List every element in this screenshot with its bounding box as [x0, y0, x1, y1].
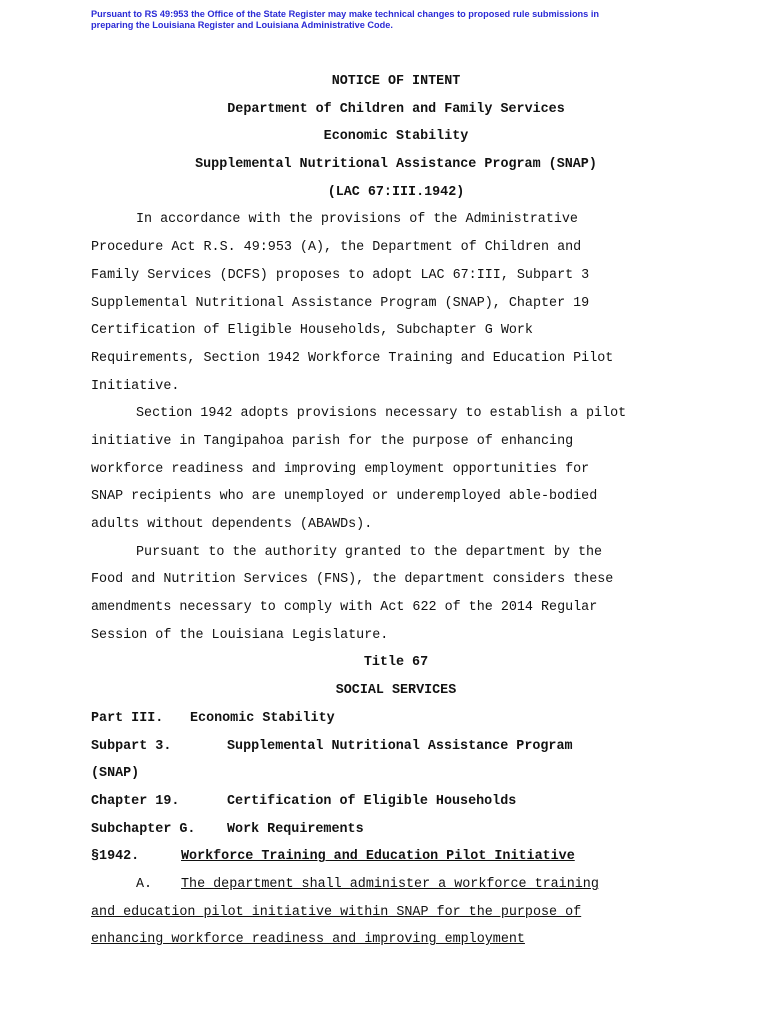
subchapter-label: Subchapter G. [91, 821, 196, 837]
section-text-line: enhancing workforce readiness and improving employment [91, 932, 525, 948]
subpart-label: Subpart 3. [91, 738, 172, 754]
section-label: §1942. [91, 849, 140, 865]
paragraph-1-line: Initiative. [91, 378, 180, 394]
section-text-line [91, 871, 701, 899]
subchapter-name: Work Requirements [227, 821, 364, 837]
part-label: Part III. [91, 710, 164, 726]
citation-heading: (LAC 67:III.1942) [327, 184, 465, 200]
division-heading: Economic Stability [323, 129, 469, 145]
paragraph-1-line: Supplemental Nutritional Assistance Program (SNAP), Chapter 19 [91, 295, 590, 311]
department-heading: Department of Children and Family Services [227, 101, 565, 117]
paragraph-1-line: Requirements, Section 1942 Workforce Training and Education Pilot [91, 350, 614, 366]
section-name: Workforce Training and Education Pilot Initiative [181, 849, 575, 865]
paragraph-1-line: Certification of Eligible Households, Subchapter G Work [91, 323, 533, 339]
notice-line-2: preparing the Louisiana Register and Louisiana Administrative Code. [91, 20, 393, 30]
program-heading: Supplemental Nutritional Assistance Program (SNAP) [195, 157, 597, 173]
paragraph-2-line: Section 1942 adopts provisions necessary to establish a pilot [136, 406, 627, 422]
paragraph-2-line: adults without dependents (ABAWDs). [91, 517, 373, 532]
section-text-line: and education pilot initiative within SNAP for the purpose of [91, 904, 582, 920]
paragraph-2-line: SNAP recipients who are unemployed or underemployed able-bodied [91, 489, 598, 505]
subchapter-line [91, 816, 701, 844]
part-line [91, 705, 701, 733]
paragraph-1-line: Family Services (DCFS) proposes to adopt LAC 67:III, Subpart 3 [91, 267, 590, 283]
paragraph-1-line: In accordance with the provisions of the Administrative [136, 212, 578, 228]
subpart-name: Supplemental Nutritional Assistance Program [227, 738, 573, 754]
subpart-line [91, 733, 701, 761]
chapter-name: Certification of Eligible Households [227, 793, 517, 809]
paragraph-2-line: initiative in Tangipahoa parish for the purpose of enhancing [91, 433, 574, 449]
paragraph-1-line: Procedure Act R.S. 49:953 (A), the Department of Children and [91, 240, 582, 256]
notice-of-intent-heading: NOTICE OF INTENT [331, 74, 461, 89]
subpart-continuation: (SNAP) [91, 766, 140, 782]
subsection-text: The department shall administer a workforce training [181, 876, 599, 892]
state-register-notice [91, 9, 691, 31]
paragraph-3-line: Food and Nutrition Services (FNS), the department considers these [91, 572, 614, 588]
chapter-label: Chapter 19. [91, 793, 180, 809]
notice-line-1: Pursuant to RS 49:953 the Office of the State Register may make technical changes to proposed rule submissions in [91, 9, 599, 19]
paragraph-3-line: Session of the Louisiana Legislature. [91, 627, 389, 643]
section-heading [91, 843, 701, 871]
title-label: Title 67 [363, 655, 429, 671]
document-body [91, 68, 701, 954]
paragraph-2-line: workforce readiness and improving employment opportunities for [91, 461, 590, 477]
paragraph-3-line: amendments necessary to comply with Act 622 of the 2014 Regular [91, 600, 598, 616]
paragraph-3-line: Pursuant to the authority granted to the department by the [136, 544, 603, 560]
title-name: SOCIAL SERVICES [335, 683, 457, 699]
subsection-label: A. [136, 876, 153, 892]
chapter-line [91, 788, 701, 816]
part-name: Economic Stability [190, 710, 335, 726]
